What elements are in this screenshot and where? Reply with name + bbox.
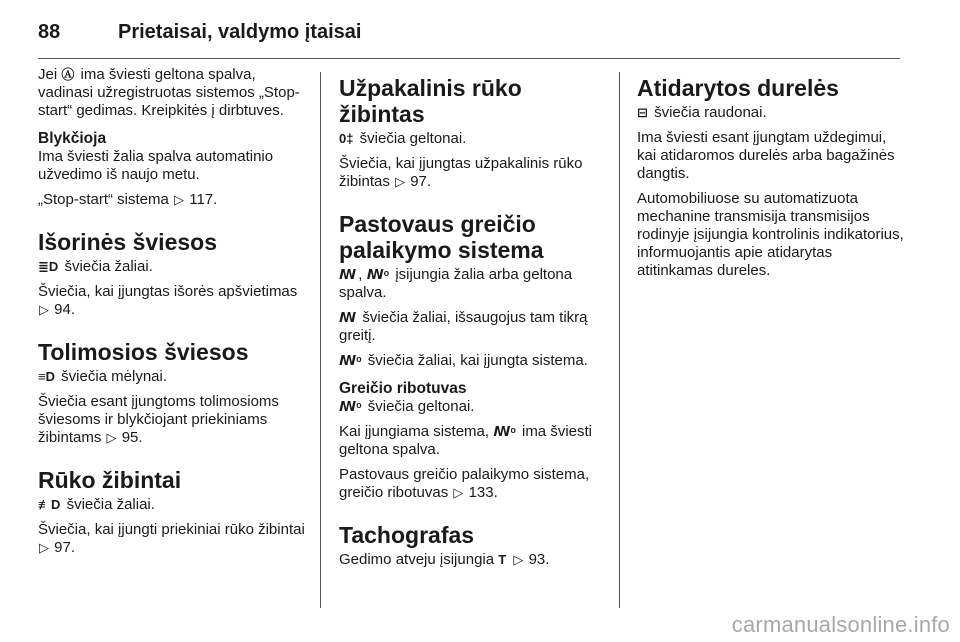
blykcioja-heading: Blykčioja <box>38 130 107 147</box>
page-link[interactable]: 133. <box>468 484 498 501</box>
door-open-text-1: Ima šviesti esant įjungtam uždegimui, kai atidaromos durelės arba bagažinės dangtis. <box>637 129 895 182</box>
page-number: 88 <box>38 21 61 43</box>
rear-fog-heading: Užpakalinis rūko žibintas <box>339 75 522 127</box>
cruise-icon: ꟿ <box>339 267 357 282</box>
chapter-title: Prietaisai, valdymo įtaisai <box>118 21 362 43</box>
high-beam-heading: Tolimosios šviesos <box>38 339 249 365</box>
rear-fog-icon: 0‡ <box>339 131 354 146</box>
tachograph-heading: Tachografas <box>339 522 475 548</box>
page-ref-icon: ▷ <box>39 540 49 555</box>
cruise-active-icon: ꟿᵒ <box>339 353 362 368</box>
page-ref-icon: ▷ <box>39 302 49 317</box>
page-ref-icon: ▷ <box>395 174 406 189</box>
page-ref-icon: ▷ <box>106 430 117 445</box>
column-2: Užpakalinis rūko žibintas 0‡ šviečia geltonai. Šviečia, kai įjungtas užpakalinis rūko žibintas ▷ 97. Pastovaus greičio palaikymo sistema ꟿ , ꟿᵒ įsijungia žalia arba geltona spalva. ꟿ šviečia žaliai, išsaugojus tam tikrą greitį. ꟿᵒ šviečia žaliai, kai įjungta sistema. Greičio ribotuvas ꟿᵒ šviečia geltonai. Kai įjungiama sistema, ꟿᵒ ima šviesti geltona spalva. Pastovaus greičio palaikymo sistema, greičio ribotuvas ▷ 133. Tachografas Gedimo atveju įsijungia T ▷ 93. <box>339 66 609 576</box>
watermark: carmanualsonline.info <box>731 612 950 637</box>
cruise-control-heading: Pastovaus greičio palaikymo sistema <box>339 211 544 263</box>
speed-limiter-heading: Greičio ribotuvas <box>339 380 467 397</box>
stopstart-fault-text: Jei Ⓐ ima šviesti geltona spalva, vadinasi užregistruotas sistemos „Stop-start“ gedimas. Kreipkitės į dirbtuves. <box>38 66 300 119</box>
page-link[interactable]: 95. <box>121 429 143 446</box>
page-link[interactable]: 97. <box>410 173 432 190</box>
page-link[interactable]: 117. <box>189 191 218 208</box>
door-open-icon: ⊟ <box>637 105 648 120</box>
page-link[interactable]: 94. <box>54 301 76 318</box>
high-beam-icon: ≡D <box>38 369 55 384</box>
column-divider-1 <box>320 72 321 608</box>
speed-limiter-icon: ꟿᵒ <box>339 399 362 414</box>
column-3: Atidarytos durelės ⊟ šviečia raudonai. Ima šviesti esant įjungtam uždegimui, kai atidaromos durelės arba bagažinės dangtis. Automobiliuose su automatizuota mechanine transmisija transmisijos rodinyje įsijungia kontrolinis indikatorius, informuojantis apie atidarytas atitinkamas dureles. <box>637 66 907 287</box>
fog-lights-heading: Rūko žibintai <box>38 467 182 493</box>
page-ref-icon: ▷ <box>513 552 524 567</box>
speed-limiter-icon: ꟿᵒ <box>493 424 516 439</box>
cruise-icon: ꟿ <box>339 310 357 325</box>
stop-start-icon: Ⓐ <box>61 67 75 82</box>
page-ref-icon: ▷ <box>174 192 185 207</box>
cruise-active-icon: ꟿᵒ <box>366 267 390 282</box>
page-header <box>38 18 900 50</box>
exterior-lights-heading: Išorinės šviesos <box>38 229 217 255</box>
column-1: Jei Ⓐ ima šviesti geltona spalva, vadinasi užregistruotas sistemos „Stop-start“ gedimas. Kreipkitės į dirbtuves. Blykčioja Ima šviesti žalia spalva automatinio užvedimo iš naujo metu. „Stop-start“ sistema ▷ 117. Išorinės šviesos ≣D šviečia žaliai. Šviečia, kai įjungtas išorės apšvietimas ▷ 94. Tolimosios šviesos ≡D šviečia mėlynai. Šviečia esant įjungtoms tolimosioms šviesoms ir blykčiojant priekiniams žibintams ▷ 95. Rūko žibintai ≢D šviečia žaliai. Šviečia, kai įjungti priekiniai rūko žibintai ▷ 97. <box>38 66 308 564</box>
tachograph-icon: T <box>498 552 507 567</box>
page-link[interactable]: 97. <box>54 539 76 556</box>
column-divider-2 <box>619 72 620 608</box>
exterior-light-icon: ≣D <box>38 259 59 274</box>
page-ref-icon: ▷ <box>453 485 464 500</box>
front-fog-icon: ≢D <box>38 497 61 512</box>
door-open-text-2: Automobiliuose su automatizuota mechanine transmisija transmisijos rodinyje įsijungia kontrolinis indikatorius, informuojantis apie atidarytas atitinkamas dureles. <box>637 190 904 279</box>
door-open-heading: Atidarytos durelės <box>637 75 839 101</box>
header-rule <box>38 58 900 59</box>
stopstart-ref: „Stop-start“ sistema ▷ 117. <box>38 191 218 208</box>
blykcioja-text: Ima šviesti žalia spalva automatinio užvedimo iš naujo metu. <box>38 148 274 183</box>
page-link[interactable]: 93. <box>528 551 550 568</box>
